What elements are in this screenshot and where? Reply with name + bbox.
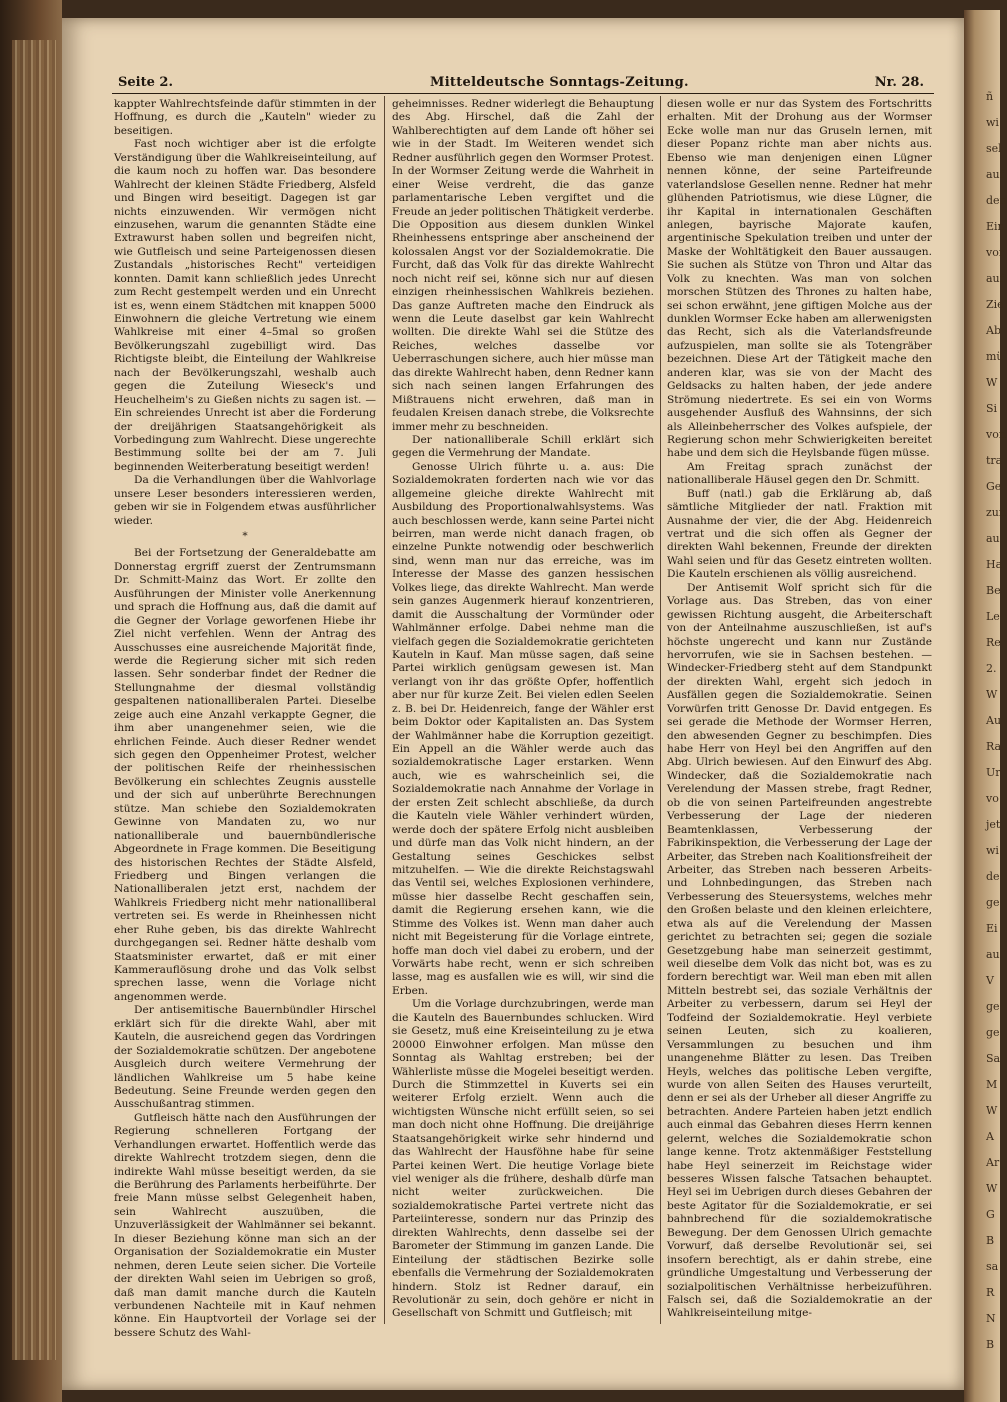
- issue-number: Nr. 28.: [874, 75, 924, 90]
- article-paragraph: Der nationalliberale Schill erklärt sich gegen die Vermehrung der Mandate.: [392, 433, 654, 460]
- article-paragraph: Buff (natl.) gab die Erklärung ab, daß sämtliche Mitglieder der natl. Fraktion mit Ausnahme der vier, die der Abg. Heidenreich vertrat und die sich offen als Gegner der direkten Wahl bekennen, Freunde der direkten Wahl seien und für das Gesetz eintreten wollten. Die Kauteln erschienen als völlig ausreichend.: [667, 487, 932, 581]
- next-page-fragment: au: [986, 948, 1000, 961]
- article-paragraph: Um die Vorlage durchzubringen, werde man die Kauteln des Bauernbundes schlucken. Wird sie Gesetz, muß eine Kreiseinteilung zu je etwa 20000 Einwohner erfolgen. Man müsse den Sonntag als Wahltag erstreben; bei der Wählerliste müsse die Mogelei beseitigt werden. Durch die Stimmzettel in Kuverts sei ein weiterer Erfolg erzielt. Wenn auch die wichtigsten Wünsche nicht erfüllt seien, so sei man doch nicht ohne Hoffnung. Die dreijährige Staatsangehörigkeit wirke sehr hindernd und das Wahlrecht der Hausföhne habe für seine Partei keinen Wert. Die heutige Vorlage biete viel weniger als die frühere, deshalb dürfe man nicht weiter zurückweichen. Die sozialdemokratische Partei vertrete nicht das Parteiinteresse, sondern nur das Prinzip des direkten Wahlrechts, denn dasselbe sei der Barometer der Stimmung im ganzen Lande. Die Einteilung der städtischen Bezirke solle ebenfalls die Vermehrung der Sozialdemokraten hindern. Stolz ist Redner darauf, ein Revolutionär zu sein, doch gehöre er nicht in Gesellschaft von Schmitt und Gutfleisch; mit: [392, 998, 654, 1320]
- next-page-fragment: wi: [986, 844, 999, 857]
- next-page-fragment: zun: [986, 506, 1006, 519]
- next-page-fragment: Ar: [986, 1156, 1000, 1169]
- next-page-fragment: tra: [986, 454, 1003, 467]
- next-page-edge: [964, 10, 1007, 1402]
- next-page-fragment: Ab: [986, 324, 1001, 337]
- next-page-fragment: R: [986, 1286, 995, 1299]
- article-paragraph: kappter Wahlrechtsfeinde dafür stimmten in der Hoffnung, es durch die „Kauteln" wieder zu beseitigen.: [114, 98, 376, 137]
- next-page-fragment: Si: [986, 402, 998, 415]
- article-paragraph: Am Freitag sprach zunächst der nationalliberale Häusel gegen den Dr. Schmitt.: [667, 460, 932, 487]
- next-page-fragment: W: [986, 1182, 998, 1195]
- next-page-fragment: Zie: [986, 298, 1004, 311]
- next-page-fragment: sel: [986, 142, 1002, 155]
- next-page-fragment: B: [986, 1234, 995, 1247]
- page-number: Seite 2.: [118, 75, 173, 90]
- text-column-1: [114, 98, 376, 1340]
- next-page-fragment: N: [986, 1312, 996, 1325]
- next-page-fragment: Ei: [986, 922, 998, 935]
- newspaper-title: Mitteldeutsche Sonntags-Zeitung.: [430, 75, 689, 90]
- text-column-2: [392, 98, 654, 1321]
- next-page-fragment: ge: [986, 1026, 1000, 1039]
- next-page-fragment: M: [986, 1078, 998, 1091]
- next-page-fragment: auf: [986, 168, 1004, 181]
- article-paragraph: Der antisemitische Bauernbündler Hirschel erklärt sich für die direkte Wahl, aber mit Kauteln, die ausreichend gegen das Vordringen der Sozialdemokratie schützen. Der angebotene Ausgleich durch weitere Vermehrung der ländlichen Wahlkreise um 5 habe keine Bedeutung. Seine Freunde werden gegen den Ausschußantrag stimmen.: [114, 1004, 376, 1111]
- next-page-fragment: de: [986, 870, 1000, 883]
- next-page-fragment: W: [986, 1104, 998, 1117]
- next-page-fragment: jet: [986, 818, 1001, 831]
- next-page-fragment: Sa: [986, 1052, 1001, 1065]
- next-page-fragment: W: [986, 376, 998, 389]
- article-paragraph: Gutfleisch hätte nach den Ausführungen der Regierung schnelleren Fortgang der Verhandlungen erwartet. Hoffentlich werde das direkte Wahlrecht trotzdem siegen, denn die indirekte Wahl müsse beseitigt werden, da sie die Berührung des Parlaments herbeiführte. Der freie Mann müsse selbst Gelegenheit haben, sein Wahlrecht auszuüben, die Unzuverlässigkeit der Wahlmänner sei bekannt. In dieser Beziehung könne man sich an der Organisation der Sozialdemokratie ein Muster nehmen, deren Leute seien sicher. Die Vorteile der direkten Wahl seien im Uebrigen so groß, daß man damit manche durch die Kauteln verbundenen Nachteile mit in Kauf nehmen könne. Ein Hauptvorteil der Vorlage sei der bessere Schutz des Wahl-: [114, 1111, 376, 1339]
- next-page-fragment: au: [986, 532, 1000, 545]
- column-divider: [384, 96, 385, 1324]
- next-page-fragment: auf: [986, 272, 1004, 285]
- book-binding: [0, 0, 62, 1402]
- next-page-fragment: 2.: [986, 662, 997, 675]
- next-page-fragment: W: [986, 688, 998, 701]
- next-page-fragment: vo: [986, 792, 999, 805]
- next-page-fragment: Ra: [986, 740, 1002, 753]
- article-paragraph: Genosse Ulrich führte u. a. aus: Die Sozialdemokraten forderten nach wie vor das allgemeine gleiche direkte Wahlrecht mit Ausbildung des Proportionalwahlsystems. Was auch beschlossen werde, kann seine Partei nicht beirren, man werde nicht danach fragen, ob einzelne Punkte notwendig oder beschwerlich sind, wenn man nur das erreiche, was im Interesse der Masse des ganzen hessischen Volkes liege, das direkte Wahlrecht. Man werde sein ganzes Augenmerk hierauf konzentrieren, damit die Ausschaltung der Vormünder oder Wahlmänner erfolge. Dabei nehme man die vielfach gegen die Sozialdemokratie gerichteten Kauteln in Kauf. Man müsse sagen, daß seine Partei wirklich genügsam gewesen ist. Man verlangt von ihr das größte Opfer, hoffentlich aber nur für kurze Zeit. Bei vielen edlen Seelen z. B. bei Dr. Heidenreich, fange der Wähler erst beim Doktor oder Kapitalisten an. Das System der Wahlmänner habe die Korruption gezeitigt. Ein Appell an die Wähler werde auch das sozialdemokratische Lager erstarken. Wenn auch, wie es wahrscheinlich sei, die Sozialdemokratie nach Annahme der Vorlage in der ersten Zeit schlecht abschließe, da durch die Kauteln viele Wähler verhindert würden, werde doch der spätere Erfolg nicht ausbleiben und dürfe man das Volk nicht hindern, an der Gestaltung seines Geschickes selbst mitzuhelfen. — Wie die direkte Reichstagswahl das Ventil sei, welches Explosionen verhindere, müsse hier dasselbe Recht geschaffen sein, damit die Regierung ersehen kann, wie die Stimme des Volkes ist. Wenn man daher auch nicht mit Begeisterung für die Vorlage eintrete, hoffe man doch viel dabei zu erobern, und der Vorwärts habe recht, wenn er sich schreiben lasse, mag es ausfallen wie es will, wir sind die Erben.: [392, 460, 654, 997]
- next-page-fragment: mü: [986, 350, 1004, 363]
- next-page-fragment: Le: [986, 610, 1000, 623]
- next-page-fragment: Au: [986, 714, 1002, 727]
- article-paragraph: Bei der Fortsetzung der Generaldebatte am Donnerstag ergriff zuerst der Zentrumsmann Dr. Schmitt-Mainz das Wort. Er zollte den Ausführungen der Minister volle Anerkennung und sprach die Hoffnung aus, daß die damit auf die Gegner der Vorlage geworfenen Hiebe ihr Ziel nicht verfehlen. Wenn der Antrag des Ausschusses eine ausreichende Majorität finde, werde die Regierung sicher mit sich reden lassen. Sehr sonderbar findet der Redner die Stellungnahme der diesmal vollständig gespaltenen nationalliberalen Partei. Dieselbe zeige auch eine Anzahl verkappte Gegner, die ihm aber unangenehmer seien, wie die ehrlichen Feinde. Auch dieser Redner wendet sich gegen den Oppenheimer Protest, welcher der politischen Reife der rheinhessischen Bevölkerung ein schlechtes Zeugnis ausstelle und der sich auf unberührte Berechnungen stütze. Man schiebe den Sozialdemokraten Gewinne von Mandaten zu, wo nur nationalliberale und bauernbündlerische Abgeordnete in Frage kommen. Die Beseitigung des historischen Rechtes der Städte Alsfeld, Friedberg und Bingen verlangen die Nationalliberalen jetzt erst, nachdem der Wahlkreis Friedberg nicht mehr nationalliberal vertreten sei. Es werde in Rheinhessen nicht eher Ruhe geben, bis das direkte Wahlrecht durchgegangen sei. Redner hätte deshalb vom Staatsminister erwartet, daß er mit einer Kammerauflösung drohe und das Volk selbst sprechen lasse, wenn die Vorlage nicht angenommen werde.: [114, 547, 376, 1003]
- article-paragraph: Der Antisemit Wolf spricht sich für die Vorlage aus. Das Streben, das von einer gewissen Richtung ausgeht, die Arbeiterschaft von der Anteilnahme auszuschließen, ist auf's höchste ungerecht und kann nur Zustände hervorrufen, wie sie in Sachsen bestehen. — Windecker-Friedberg steht auf dem Standpunkt der direkten Wahl, ergeht sich jedoch in Ausfällen gegen die Sozialdemokratie. Seinen Vorwürfen tritt Genosse Dr. David entgegen. Es sei gerade die Methode der Wormser Herren, den abwesenden Gegner zu beschimpfen. Dies habe Herr von Heyl bei den Angriffen auf den Abg. Ulrich bewiesen. Auf den Einwurf des Abg. Windecker, daß die Sozialdemokratie nach Verelendung der Massen strebe, fragt Redner, ob die von seinen Parteifreunden angestrebte Verbesserung der Lage der niederen Beamtenklassen, Verbesserung der Fabrikinspektion, die Verbesserung der Lage der Arbeiter, das Streben nach Koalitionsfreiheit der Arbeiter, das Streben nach besseren Arbeits- und Lohnbedingungen, das Streben nach Verbesserung des Steuersystems, welches mehr den Großen belaste und den kleinen erleichtere, etwa als auf die Verelendung der Massen gerichtet zu betrachten sei; gegen die soziale Gesetzgebung habe man seinerzeit gestimmt, weil dieselbe dem Volk das nicht bot, was es zu fordern berechtigt war. Weil man eben mit allen Mitteln bestrebt sei, das soziale Verhältnis der Arbeiter zu verbessern, darum sei Heyl der Todfeind der Sozialdemokratie. Heyl verbiete seinen Leuten, sich zu koalieren, Versammlungen zu besuchen und ihm unangenehme Blätter zu lesen. Das Treiben Heyls, welches das politische Leben vergifte, wurde von allen Seiten des Hauses verurteilt, denn er sei als der Urheber all dieser Angriffe zu betrachten. Andere Parteien haben jetzt endlich auch einmal das Gebahren dieses Herrn kennen gelernt, welches die Sozialdemokratie schon lange kenne. Trotz aktenmäßiger Feststellung habe Heyl seinerzeit im Reichstage wider besseres Wissen falsche Tatsachen behauptet. Heyl sei im Uebrigen durch dieses Gebahren der beste Agitator für die Sozialdemokratie, er sei bahnbrechend für die sozialdemokratische Bewegung. Der dem Genossen Ulrich gemachte Vorwurf, daß derselbe Revolutionär sei, sei insofern berechtigt, als er dahin strebe, eine gründliche Umgestaltung und Verbesserung der sozialpolitischen Verhältnisse herbeizuführen. Falsch sei, daß die Sozialdemokratie an der Wahlkreiseinteilung mitge-: [667, 581, 932, 1320]
- section-separator: *: [242, 530, 248, 542]
- next-page-fragment: sa: [986, 1260, 999, 1273]
- column-divider: [660, 96, 661, 1324]
- next-page-fragment: von: [986, 428, 1006, 441]
- article-paragraph: Fast noch wichtiger aber ist die erfolgte Verständigung über die Wahlkreiseinteilung, auf die kaum noch zu hoffen war. Das besondere Wahlrecht der kleinen Städte Friedberg, Alsfeld und Bingen wird beseitigt. Dagegen ist gar nichts einzuwenden. Wir vermögen nicht einzusehen, warum die genannten Städte eine Extrawurst haben sollen und begreifen nicht, wie Gutfleisch und seine Parteigenossen diesen Zustandals „historisches Recht" verteidigen konnten. Damit kann schließlich jedes Unrecht zum Recht gestempelt werden und ein Unrecht ist es, wenn einem Städtchen mit knappen 5000 Einwohnern die gleiche Vertretung wie einem Wahlkreise mit einer 4–5mal so großen Bevölkerungszahl zugebilligt wird. Das Richtigste bleibt, die Einteilung der Wahlkreise nach der Bevölkerungszahl, weshalb auch gegen die Zuteilung Wieseck's und Heuchelheim's zu Gießen nichts zu sagen ist. — Ein schreiendes Unrecht ist aber die Forderung der dreijährigen Staatsangehörigkeit als Vorbedingung zum Wahlrecht. Diese ungerechte Bestimmung sollte bei der am 7. Juli beginnenden Weiterberatung beseitigt werden!: [114, 138, 376, 473]
- next-page-fragment: V: [986, 974, 994, 987]
- article-paragraph: diesen wolle er nur das System des Fortschritts erhalten. Mit der Drohung aus der Wormser Ecke wolle man nur das Gruseln lernen, mit dieser Popanz richte man aber nichts aus. Ebenso wie man denjenigen einen Lügner nennen könne, der seine Parteifreunde vaterlandslose Gesellen nenne. Redner hat mehr glühenden Patriotismus, wie diese Lügner, die ihr Kapital in internationalen Geschäften anlegen, bayrische Majorate kaufen, argentinische Spekulation treiben und unter der Maske der Wohltätigkeit den Bauer aussaugen. Sie suchen als Stütze von Thron und Altar das Volk zu knechten. Was man von solchen morschen Stützen des Thrones zu halten habe, sei schon erwähnt, jene giftigen Molche aus der dunklen Wormser Ecke haben am allerwenigsten das Recht, sich als die Vaterlandsfreunde aufzuspielen, man sollte sie als Totengräber bezeichnen. Diese Art der Tätigkeit mache den anderen klar, was sie von der Macht des Geldsacks zu halten haben, der jede andere Strömung niedertrete. Es sei ein von Worms ausgehender Ausfluß des Wahnsinns, der sich als Alleinbeherrscher des Volkes aufspiele, der Regierung schon mehr Schwierigkeiten bereitet habe und dem sich die Heylsbande fügen müsse.: [667, 98, 932, 460]
- next-page-fragment: Ge: [986, 480, 1002, 493]
- page-header: [118, 75, 932, 95]
- next-page-fragment: ge: [986, 896, 1000, 909]
- next-page-fragment: A: [986, 1130, 994, 1143]
- next-page-fragment: den: [986, 194, 1007, 207]
- next-page-fragment: B: [986, 1338, 995, 1351]
- next-page-fragment: Ha: [986, 558, 1003, 571]
- next-page-fragment: Ur: [986, 766, 1001, 779]
- stacked-page-edges: [12, 40, 56, 1360]
- article-paragraph: geheimnisses. Redner widerlegt die Behauptung des Abg. Hirschel, daß die Zahl der Wahlberechtigten auf dem Lande oft höher sei wie in der Stadt. Im Weiteren wendet sich Redner ausführlich gegen den Wormser Protest. In der Wormser Zeitung werde die Wahrheit in einer Weise verdreht, die das ganze parlamentarische Leben vergiftet und die Freude an jeder politischen Thätigkeit verderbe. Die Opposition aus diesem dunklen Winkel Rheinhessens entspringe aber anscheinend der kolossalen Angst vor der Sozialdemokratie. Die Furcht, daß das Volk für das direkte Wahlrecht noch nicht reif sei, könne sich nur auf diesen einzigen rheinhessischen Wahlkreis beziehen. Das ganze Auftreten mache den Eindruck als wenn die Leute daselbst gar kein Wahlrecht wollten. Die direkte Wahl sei die Stütze des Reiches, welches dasselbe vor Ueberraschungen sichere, auch hier müsse man das direkte Wahlrecht haben, denn Redner kann sich nach seinen langen Erfahrungen des Mißtrauens nicht erwehren, daß man in feudalen Kreisen danach strebe, die Volksrechte immer mehr zu beschneiden.: [392, 98, 654, 433]
- text-column-3: [667, 98, 932, 1321]
- header-rule: [112, 93, 934, 94]
- next-page-fragment: ge: [986, 1000, 1000, 1013]
- next-page-fragment: wi: [986, 116, 999, 129]
- next-page-fragment: vor: [986, 246, 1005, 259]
- next-page-fragment: Be: [986, 584, 1001, 597]
- next-page-fragment: Ein: [986, 220, 1005, 233]
- next-page-fragment: ñ: [986, 90, 994, 103]
- next-page-fragment: Re: [986, 636, 1001, 649]
- article-paragraph: Da die Verhandlungen über die Wahlvorlage unsere Leser besonders interessieren werden, geben wir sie in Folgendem etwas ausführlicher wieder.: [114, 474, 376, 527]
- next-page-fragment: G: [986, 1208, 995, 1221]
